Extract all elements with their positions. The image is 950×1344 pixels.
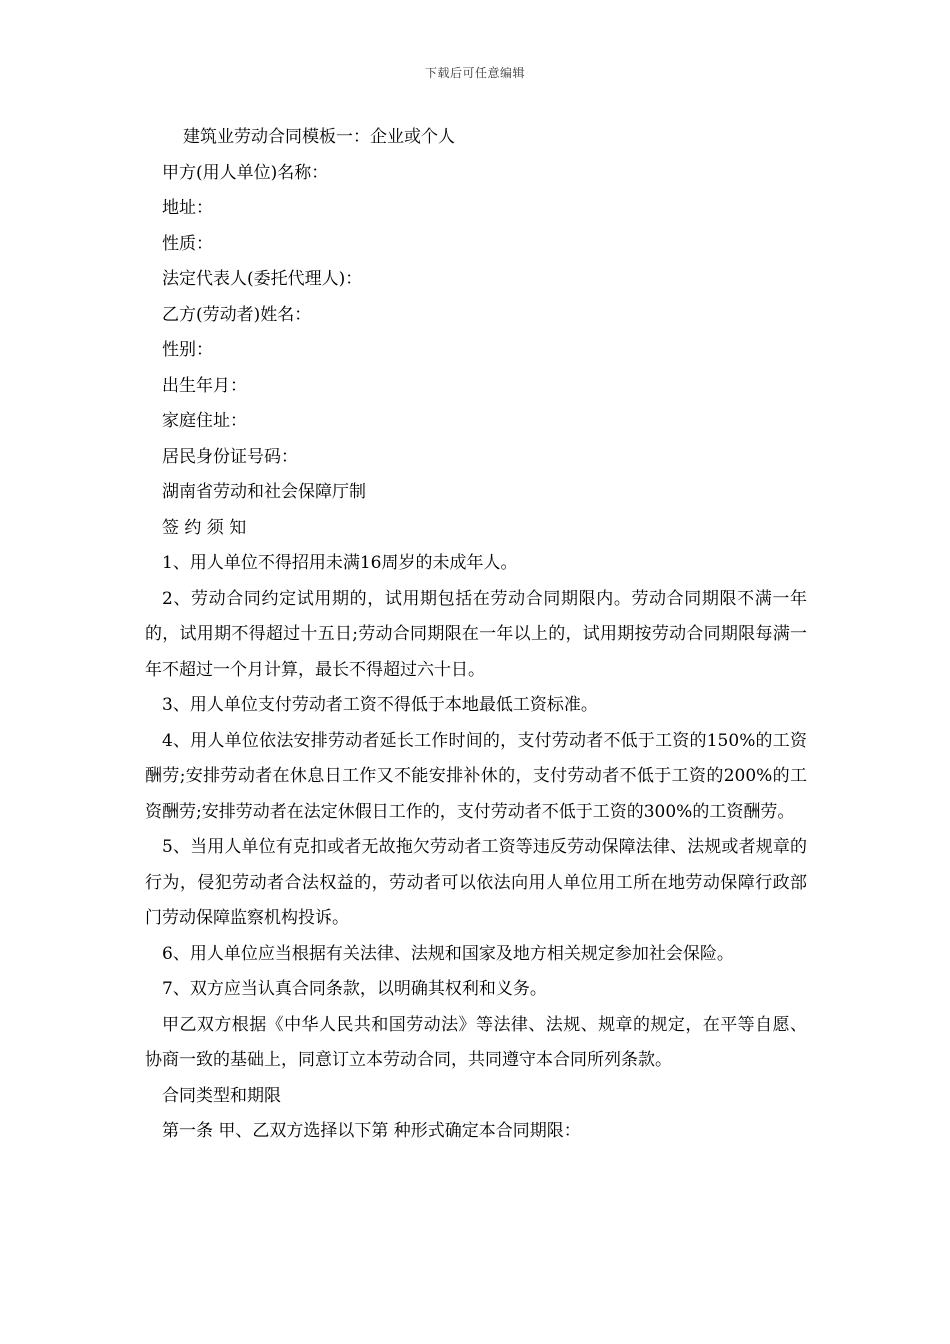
notice-item-6: 6、用人单位应当根据有关法律、法规和国家及地方相关规定参加社会保险。	[162, 943, 734, 964]
notice-title: 签 约 须 知	[162, 517, 247, 538]
document-title: 建筑业劳动合同模板一：企业或个人	[183, 127, 455, 147]
page-header-note: 下载后可任意编辑	[424, 66, 525, 80]
party-b-id-label: 居民身份证号码：	[162, 446, 298, 467]
party-b-birth-label: 出生年月：	[162, 375, 247, 396]
preamble-paragraph: 甲乙双方根据《中华人民共和国劳动法》等法律、法规、规章的规定，在平等自愿、协商一致的基础上，同意订立本劳动合同，共同遵守本合同所列条款。	[145, 1014, 807, 1070]
article-1: 第一条 甲、乙双方选择以下第 种形式确定本合同期限：	[162, 1121, 581, 1141]
party-b-gender-label: 性别：	[162, 340, 213, 360]
notice-item-2: 2、劳动合同约定试用期的，试用期包括在劳动合同期限内。劳动合同期限不满一年的，试用期不得超过十五日;劳动合同期限在一年以上的，试用期按劳动合同期限每满一年不超过一个月计算，最长不得超过六十日。	[145, 588, 807, 680]
section-title-contract-type: 合同类型和期限	[162, 1085, 281, 1106]
notice-item-5: 5、当用人单位有克扣或者无故拖欠劳动者工资等违反劳动保障法律、法规或者规章的行为，侵犯劳动者合法权益的，劳动者可以依法向用人单位用工所在地劳动保障行政部门劳动保障监察机构投诉。	[145, 837, 807, 928]
notice-item-3: 3、用人单位支付劳动者工资不得低于本地最低工资标准。	[162, 695, 598, 715]
notice-item-7: 7、双方应当认真合同条款，以明确其权利和义务。	[162, 979, 547, 999]
notice-item-1: 1、用人单位不得招用未满16周岁的未成年人。	[162, 553, 518, 573]
party-a-address-label: 地址：	[162, 198, 213, 218]
party-b-name-label: 乙方(劳动者)姓名：	[162, 304, 312, 325]
notice-item-4: 4、用人单位依法安排劳动者延长工作时间的，支付劳动者不低于工资的150%的工资酬劳;安排劳动者在休息日工作又不能安排补休的，支付劳动者不低于工资的200%的工资酬劳;安排劳动者在法定休假日工作的，支付劳动者不低于工资的300%的工资酬劳。	[145, 730, 807, 822]
document-body	[145, 120, 807, 1150]
party-a-representative-label: 法定代表人(委托代理人)：	[162, 269, 363, 289]
issuer-line: 湖南省劳动和社会保障厅制	[162, 482, 366, 502]
party-a-name-label: 甲方(用人单位)名称：	[162, 162, 329, 183]
party-a-nature-label: 性质：	[162, 233, 213, 254]
party-b-home-address-label: 家庭住址：	[162, 411, 247, 431]
